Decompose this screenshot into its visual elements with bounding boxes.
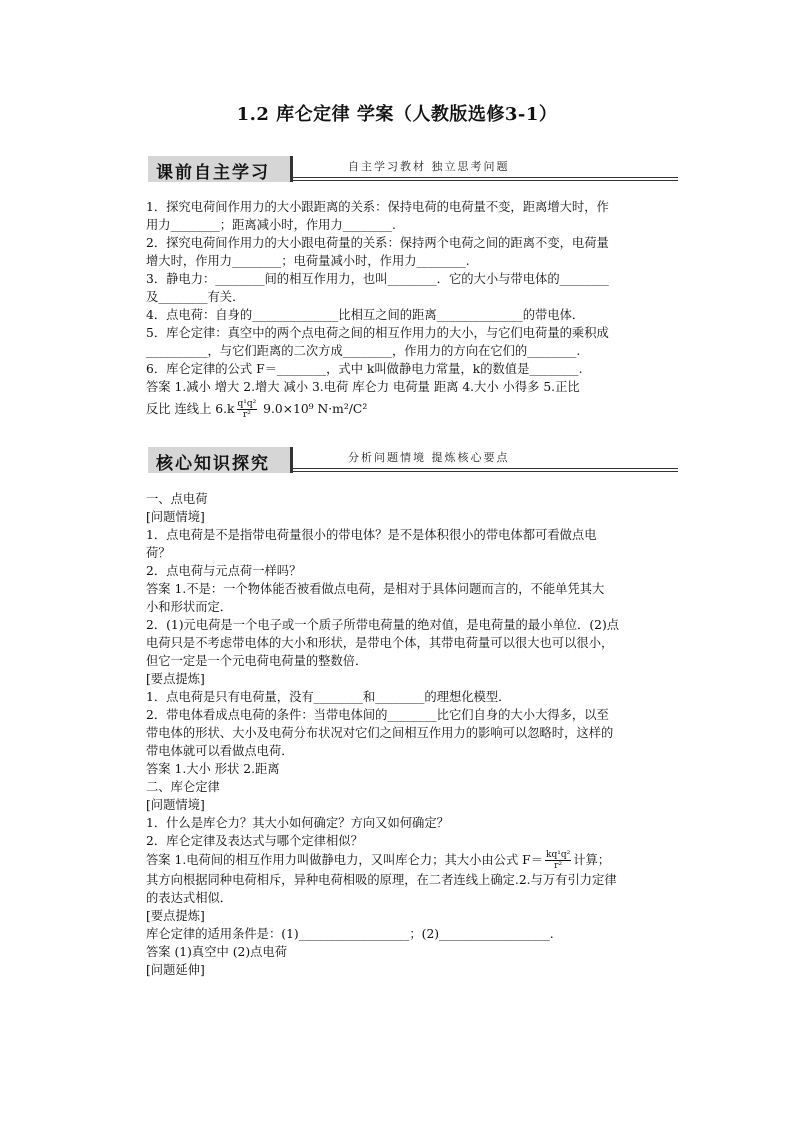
text-line: 5．库仑定律：真空中的两个点电荷之间的相互作用力的大小，与它们电荷量的乘积成 xyxy=(146,326,609,340)
answer-text: 9.0×10⁹ N·m²/C² xyxy=(259,402,368,416)
answer-line xyxy=(146,399,676,420)
text-line: 荷？ xyxy=(146,546,171,560)
text-line: [问题情境] xyxy=(146,510,205,524)
text-line: 及________有关． xyxy=(146,290,245,304)
answer-line: 答案 1.减小 增大 2.增大 减小 3.电荷 库仑力 电荷量 距离 4.大小 小得多 5.正比 xyxy=(146,380,580,394)
fraction-denominator: r² xyxy=(242,410,251,420)
fraction-numerator: kq¹q² xyxy=(546,850,571,860)
text-line: 2．点电荷与元点荷一样吗？ xyxy=(146,564,302,578)
page-title: 1.2 库仑定律 学案（人教版选修3-1） xyxy=(236,104,558,125)
fraction-numerator: q¹q² xyxy=(237,399,257,409)
text-line: 其方向根据同种电荷相斥，异种电荷相吸的原理，在二者连线上确定.2.与万有引力定律 xyxy=(146,873,617,887)
text-line: 2．(1)元电荷是一个电子或一个质子所带电荷量的绝对值，是电荷量的最小单位．(2)点 xyxy=(146,618,620,632)
heading: 二、库仑定律 xyxy=(146,780,220,794)
section-tag xyxy=(148,156,293,182)
divider xyxy=(293,180,678,181)
formula-fraction xyxy=(237,399,258,420)
divider xyxy=(293,468,678,469)
text-line: [要点提炼] xyxy=(146,672,205,686)
text-line: 4．点电荷：自身的______________比相互之间的距离______________的带电体． xyxy=(146,308,585,322)
divider xyxy=(293,471,678,472)
section-tag xyxy=(148,447,293,473)
text-line: 库仑定律的适用条件是：(1)__________________；(2)__________________. xyxy=(146,927,554,941)
text-line: 小和形状而定． xyxy=(146,600,233,614)
section-banner-core-knowledge xyxy=(148,447,678,473)
text-line: [问题情境] xyxy=(146,798,205,812)
text-line: 1．点电荷是不是指带电荷量很小的带电体？是不是体积很小的带电体都可看做点电 xyxy=(146,528,597,542)
answer-line: 答案 1.大小 形状 2.距离 xyxy=(146,762,280,776)
section-subtitle: 自主学习教材 独立思考问题 xyxy=(348,160,510,173)
text-line: 2．带电体看成点电荷的条件：当带电体间的________比它们自身的大小大得多，以至 xyxy=(146,708,609,722)
heading: 一、点电荷 xyxy=(146,492,208,506)
text-line: 1．什么是库仑力？其大小如何确定？方向又如何确定？ xyxy=(146,816,449,830)
text-line: 2．探究电荷间作用力的大小跟电荷量的关系：保持两个电荷之间的距离不变，电荷量 xyxy=(146,236,609,250)
section2-body xyxy=(146,490,676,979)
answer-text: 计算； xyxy=(573,853,611,867)
text-line: 1．点电荷是只有电荷量，没有________和________的理想化模型． xyxy=(146,690,511,704)
section-subtitle: 分析问题情境 提炼核心要点 xyxy=(348,451,510,464)
divider xyxy=(293,177,678,178)
text-line: 2．库仑定律及表达式与哪个定律相似？ xyxy=(146,834,363,848)
text-line: 带电体的形状、大小及电荷分布状况对它们之间相互作用力的影响可以忽略时，这样的 xyxy=(146,726,614,740)
text-line: 带电体就可以看做点电荷． xyxy=(146,744,294,758)
answer-text: 反比 连线上 6.k xyxy=(146,402,235,416)
fraction-denominator: r² xyxy=(554,861,563,871)
answer-line xyxy=(146,850,676,871)
section-banner-self-study xyxy=(148,156,678,182)
text-line: 6．库仑定律的公式 F＝________，式中 k叫做静电力常量，k的数值是________. xyxy=(146,362,583,376)
section1-body xyxy=(146,198,676,420)
section-tag-label: 核心知识探究 xyxy=(156,454,270,474)
text-line: 电荷只是不考虑带电体的大小和形状，是带电个体，其带电荷量可以很大也可以很小， xyxy=(146,636,614,650)
text-line: [问题延伸] xyxy=(146,963,205,977)
text-line: __________，与它们距离的二次方成________，作用力的方向在它们的________. xyxy=(146,344,581,358)
text-line: 增大时，作用力________；电荷量减小时，作用力________. xyxy=(146,254,470,268)
text-line: 的表达式相似． xyxy=(146,891,233,905)
text-line: 1．探究电荷间作用力的大小跟距离的关系：保持电荷的电荷量不变，距离增大时，作 xyxy=(146,200,609,214)
text-line: [要点提炼] xyxy=(146,909,205,923)
section-tag-label: 课前自主学习 xyxy=(156,163,270,183)
text-line: 但它一定是一个元电荷电荷量的整数倍． xyxy=(146,654,368,668)
text-line: 3．静电力：________间的相互作用力，也叫________．它的大小与带电体的________ xyxy=(146,272,609,286)
answer-line: 答案 (1)真空中 (2)点电荷 xyxy=(146,945,288,959)
text-line: 用力________；距离减小时，作用力________. xyxy=(146,218,396,232)
formula-fraction xyxy=(545,850,571,871)
answer-text: 答案 1.电荷间的相互作用力叫做静电力，又叫库仑力；其大小由公式 F＝ xyxy=(146,853,543,867)
answer-line: 答案 1.不是：一个物体能否被看做点电荷，是相对于具体问题而言的，不能单凭其大 xyxy=(146,582,605,596)
